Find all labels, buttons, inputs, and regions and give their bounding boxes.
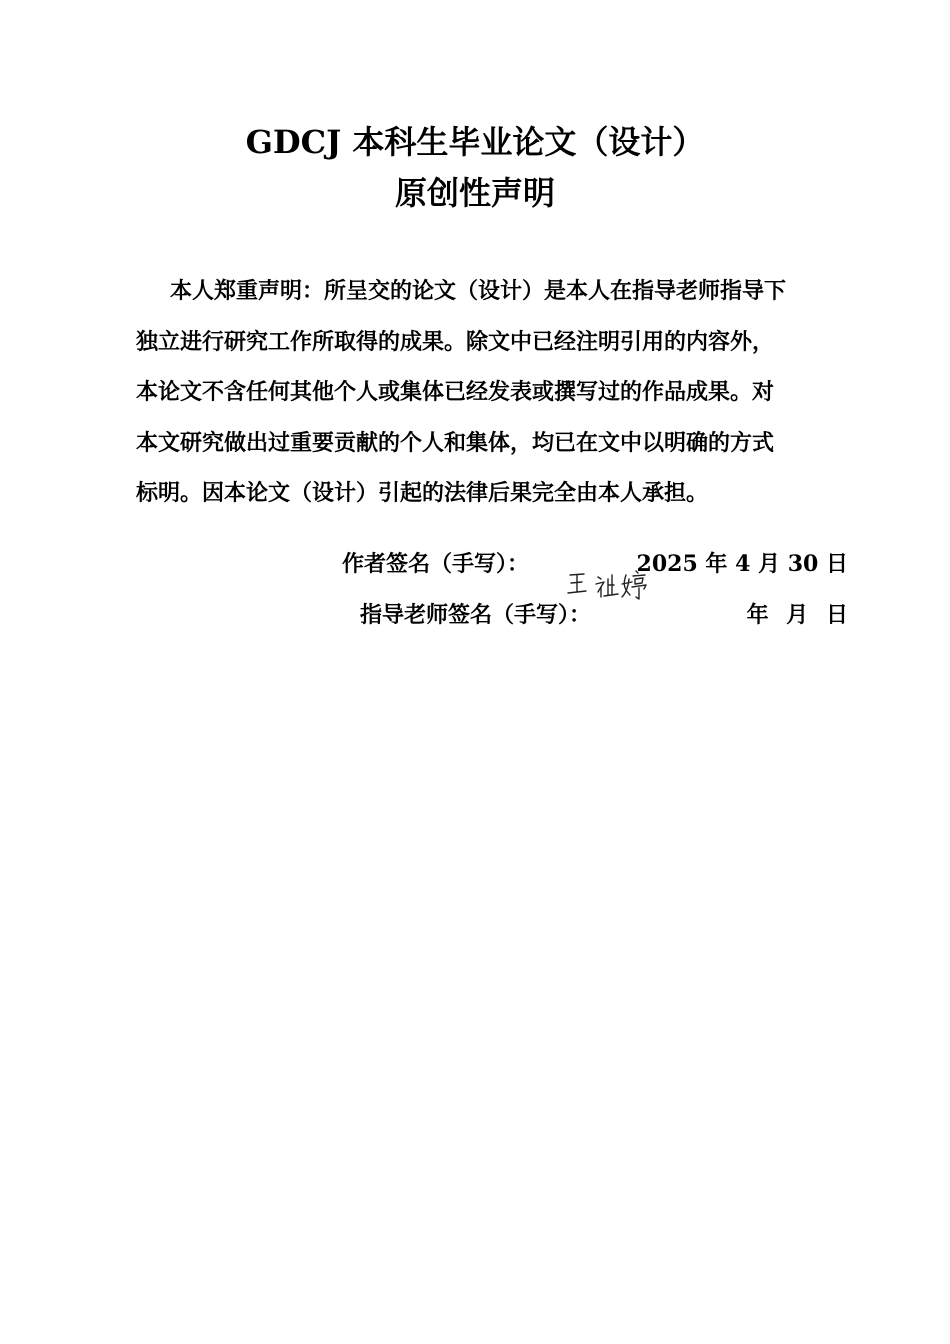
advisor-signature-label: 指导老师签名（手写）：: [360, 602, 592, 628]
advisor-date-year: 年: [746, 602, 769, 628]
author-signature-label: 作者签名（手写）：: [342, 551, 530, 577]
document-subtitle: 原创性声明: [394, 174, 555, 212]
declaration-line: 本人郑重声明：所呈交的论文（设计）是本人在指导老师指导下: [170, 278, 787, 304]
declaration-line: 标明。因本论文（设计）引起的法律后果完全由本人承担。: [136, 480, 709, 506]
declaration-line: 本文研究做出过重要贡献的个人和集体，均已在文中以明确的方式: [136, 429, 775, 456]
declaration-text: [136, 266, 856, 519]
document-title: GDCJ 本科生毕业论文（设计）: [245, 123, 705, 161]
advisor-signature-date: [747, 600, 848, 630]
advisor-date-day: 日: [825, 602, 848, 628]
declaration-line: 独立进行研究工作所取得的成果。除文中已经注明引用的内容外，: [136, 328, 775, 355]
declaration-line: 本论文不含任何其他个人或集体已经发表或撰写过的作品成果。对: [136, 379, 775, 405]
advisor-date-month: 月: [786, 602, 809, 628]
author-signature-date: 2025 年 4 月 30 日: [636, 551, 848, 577]
